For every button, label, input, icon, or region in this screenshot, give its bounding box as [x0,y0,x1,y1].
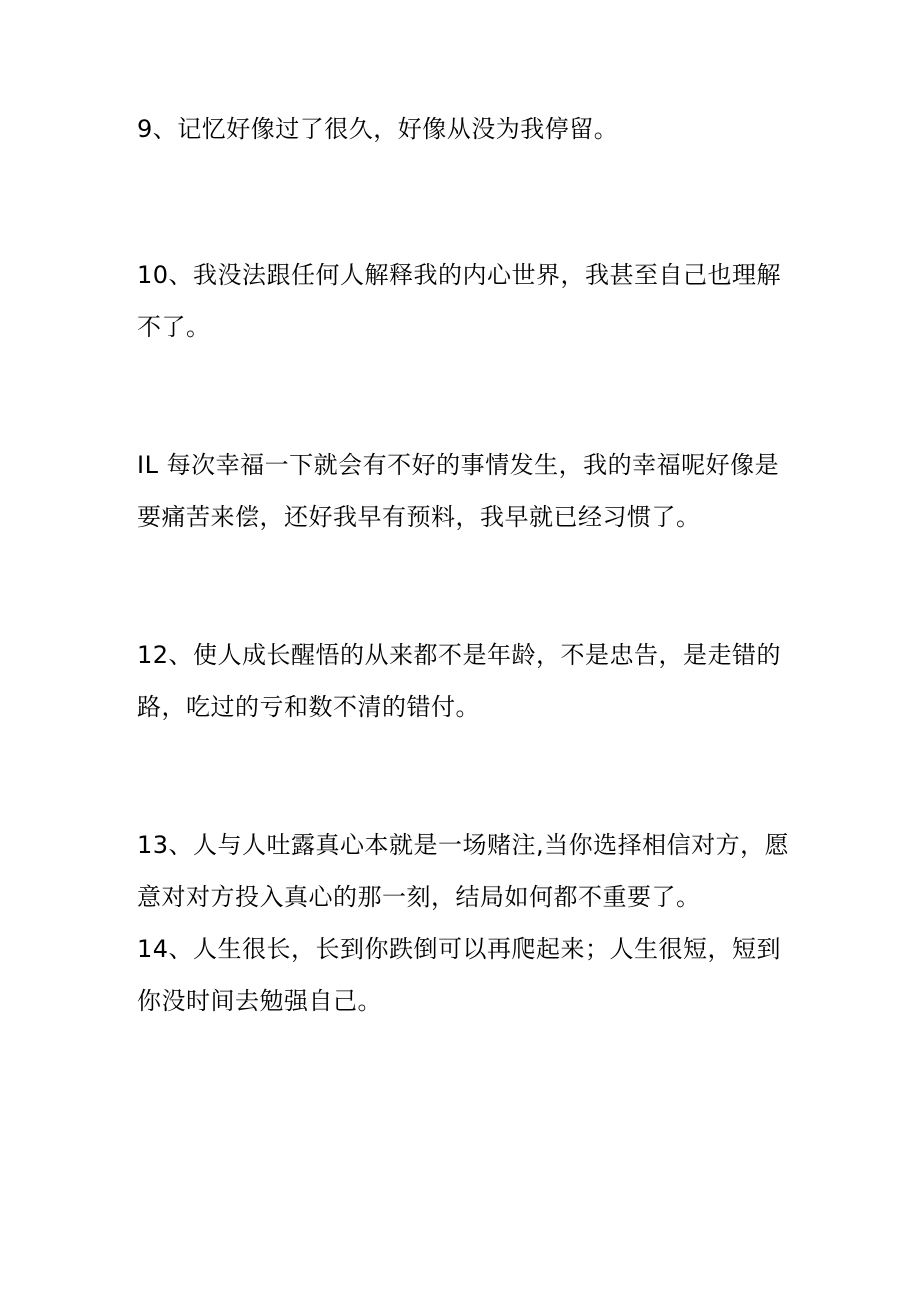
paragraph-13: 13、人与人吐露真心本就是一场赌注,当你选择相信对方，愿意对对方投入真心的那一刻，结局如何都不重要了。 [137,831,790,911]
paragraph-12: 12、使人成长醒悟的从来都不是年龄，不是忠告，是走错的路，吃过的亏和数不清的错付。 [137,641,782,721]
paragraph-10: 10、我没法跟任何人解释我的内心世界，我甚至自己也理解不了。 [137,261,782,341]
paragraph-14: 14、人生很长，长到你跌倒可以再爬起来；人生很短，短到你没时间去勉强自己。 [137,935,782,1015]
paragraph-9: 9、记忆好像过了很久，好像从没为我停留。 [137,115,619,143]
paragraph-11: IL 每次幸福一下就会有不好的事情发生，我的幸福呢好像是要痛苦来偿，还好我早有预料，我早就已经习惯了。 [137,451,780,531]
